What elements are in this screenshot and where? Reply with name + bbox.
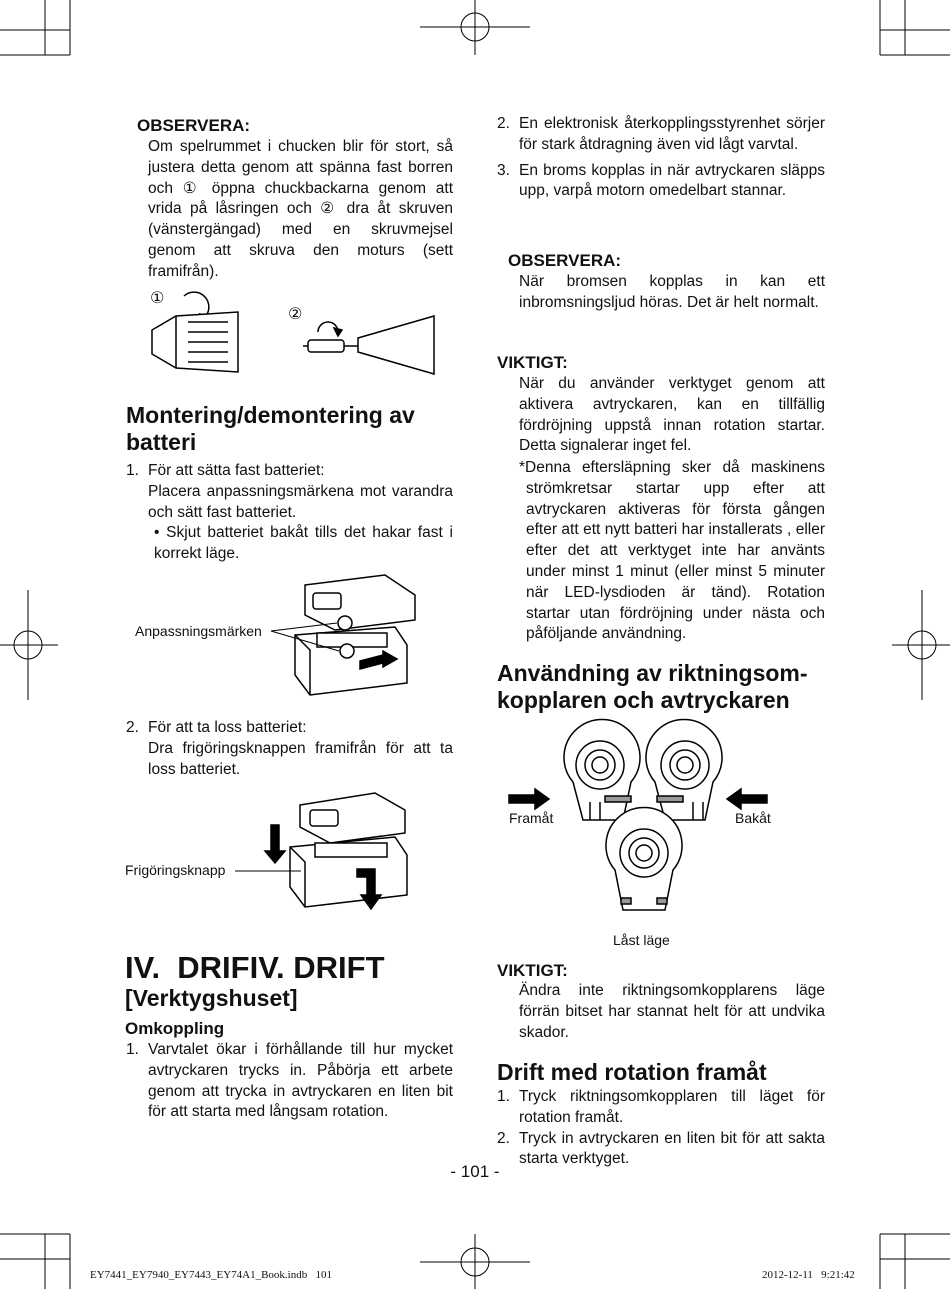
step-number: 1. bbox=[126, 1041, 139, 1058]
chuck-illustration bbox=[148, 288, 448, 378]
step-text: Dra frigöringsknappen framifrån för att ta loss batteriet. bbox=[148, 739, 453, 778]
step-text: Tryck riktningsomkopplaren till läget för rotation framåt. bbox=[519, 1088, 825, 1126]
observera-paragraph-2: När bromsen kopplas in kan ett inbromsningsljud höras. Det är helt normalt. bbox=[519, 273, 825, 311]
step-title: För att sätta fast batteriet: bbox=[148, 462, 325, 479]
figure-marker-1: ① bbox=[150, 290, 165, 307]
list-item bbox=[126, 1040, 453, 1123]
list-item bbox=[126, 461, 453, 565]
section-title: IV. DRIFIV. DRIFT bbox=[125, 950, 385, 985]
step-text: Tryck in avtryckaren en liten bit för att sakta starta verktyget. bbox=[519, 1129, 825, 1168]
list-item bbox=[126, 718, 453, 780]
footer-timestamp: 2012-12-11 9:21:42 bbox=[762, 1269, 855, 1281]
step-bullet: • Skjut batteriet bakåt tills det hakar fast i korrekt läge. bbox=[154, 524, 453, 563]
step-text: Varvtalet ökar i förhållande till hur mycket avtryckaren trycks in. Påbörja ett arbete genom att trycka in avtryckaren en liten bit för att starta med långsam rotation. bbox=[148, 1041, 453, 1121]
page-number: - 101 - bbox=[450, 1162, 500, 1181]
step-title: För att ta loss batteriet: bbox=[148, 719, 307, 736]
figure-label-release: Frigöringsknapp bbox=[125, 862, 226, 878]
step-number: 2. bbox=[497, 1129, 510, 1147]
section-subtitle: [Verktygshuset] bbox=[125, 985, 298, 1011]
battery-heading: Montering/demontering av batteri bbox=[126, 402, 415, 455]
battery-release-figure bbox=[125, 785, 455, 915]
observera-paragraph: Om spelrummet i chucken blir för stort, så justera detta genom att spänna fast borren och ① öppna chuckbackarna genom att vrida på låsringen och ② dra åt skruven (vänstergängad) med en skruvmejsel genom att skruva den moturs (sett framifrån). bbox=[148, 138, 453, 280]
direction-switch-figure bbox=[505, 720, 805, 952]
step-number: 1. bbox=[126, 462, 139, 479]
viktigt-paragraph-2: Ändra inte riktningsomkopplarens läge förrän bitset har stannat helt för att undvika skador. bbox=[519, 982, 825, 1041]
chuck-figure bbox=[148, 288, 448, 378]
label-forward: Framåt bbox=[509, 810, 554, 826]
forward-heading: Drift med rotation framåt bbox=[497, 1059, 767, 1085]
feature-list bbox=[497, 114, 825, 202]
viktigt-heading-1: VIKTIGT: bbox=[497, 353, 568, 372]
step-text: Placera anpassningsmärkena mot varandra och sätt fast batteriet. bbox=[148, 482, 453, 521]
direction-heading: Användning av riktningsom-kopplaren och avtryckaren bbox=[497, 660, 808, 713]
battery-release-illustration bbox=[125, 785, 455, 915]
item-text: En broms kopplas in när avtryckaren släpps upp, varpå motorn omedelbart stannar. bbox=[519, 161, 825, 200]
step-number: 1. bbox=[497, 1088, 510, 1105]
battery-attach-illustration bbox=[135, 575, 455, 700]
list-item bbox=[497, 1087, 825, 1129]
figure-marker-2: ② bbox=[288, 306, 303, 323]
list-item bbox=[497, 161, 825, 203]
battery-attach-figure bbox=[135, 575, 455, 700]
item-number: 2. bbox=[497, 115, 510, 132]
viktigt-heading-2: VIKTIGT: bbox=[497, 961, 568, 980]
step-number: 2. bbox=[126, 719, 139, 736]
item-number: 3. bbox=[497, 161, 510, 179]
omkoppling-heading: Omkoppling bbox=[125, 1019, 225, 1038]
footer-filename: EY7441_EY7940_EY7443_EY74A1_Book.indb 101 bbox=[90, 1269, 332, 1281]
list-item bbox=[497, 114, 825, 156]
battery-attach-steps bbox=[126, 461, 453, 565]
battery-remove-steps bbox=[126, 718, 453, 780]
viktigt-paragraph-1: När du använder verktyget genom att aktivera avtryckaren, kan en tillfällig fördröjning uppstå innan rotation startar. Detta signalerar inget fel. bbox=[519, 375, 825, 455]
label-locked: Låst läge bbox=[613, 932, 670, 948]
omkoppling-steps bbox=[126, 1040, 453, 1123]
figure-label-alignment: Anpassningsmärken bbox=[135, 623, 262, 639]
direction-switch-illustration bbox=[505, 720, 805, 952]
item-text: En elektronisk återkopplingsstyrenhet sörjer för stark åtdragning även vid lågt varvtal. bbox=[519, 115, 825, 153]
observera-heading-2: OBSERVERA: bbox=[508, 251, 622, 270]
viktigt-note: *Denna eftersläpning sker då maskinens strömkretsar startar upp efter att avtryckaren aktiveras för första gången efter att ett nytt batteri har installerats , eller efter det att verktyget inte har använts under minst 1 minut (eller minst 5 minuter när LED-lysdioden är tänd). Rotation startar utan fördröjning under nästa och påföljande användning. bbox=[519, 459, 825, 643]
forward-steps bbox=[497, 1087, 825, 1170]
observera-heading: OBSERVERA: bbox=[137, 116, 251, 135]
label-reverse: Bakåt bbox=[735, 810, 771, 826]
